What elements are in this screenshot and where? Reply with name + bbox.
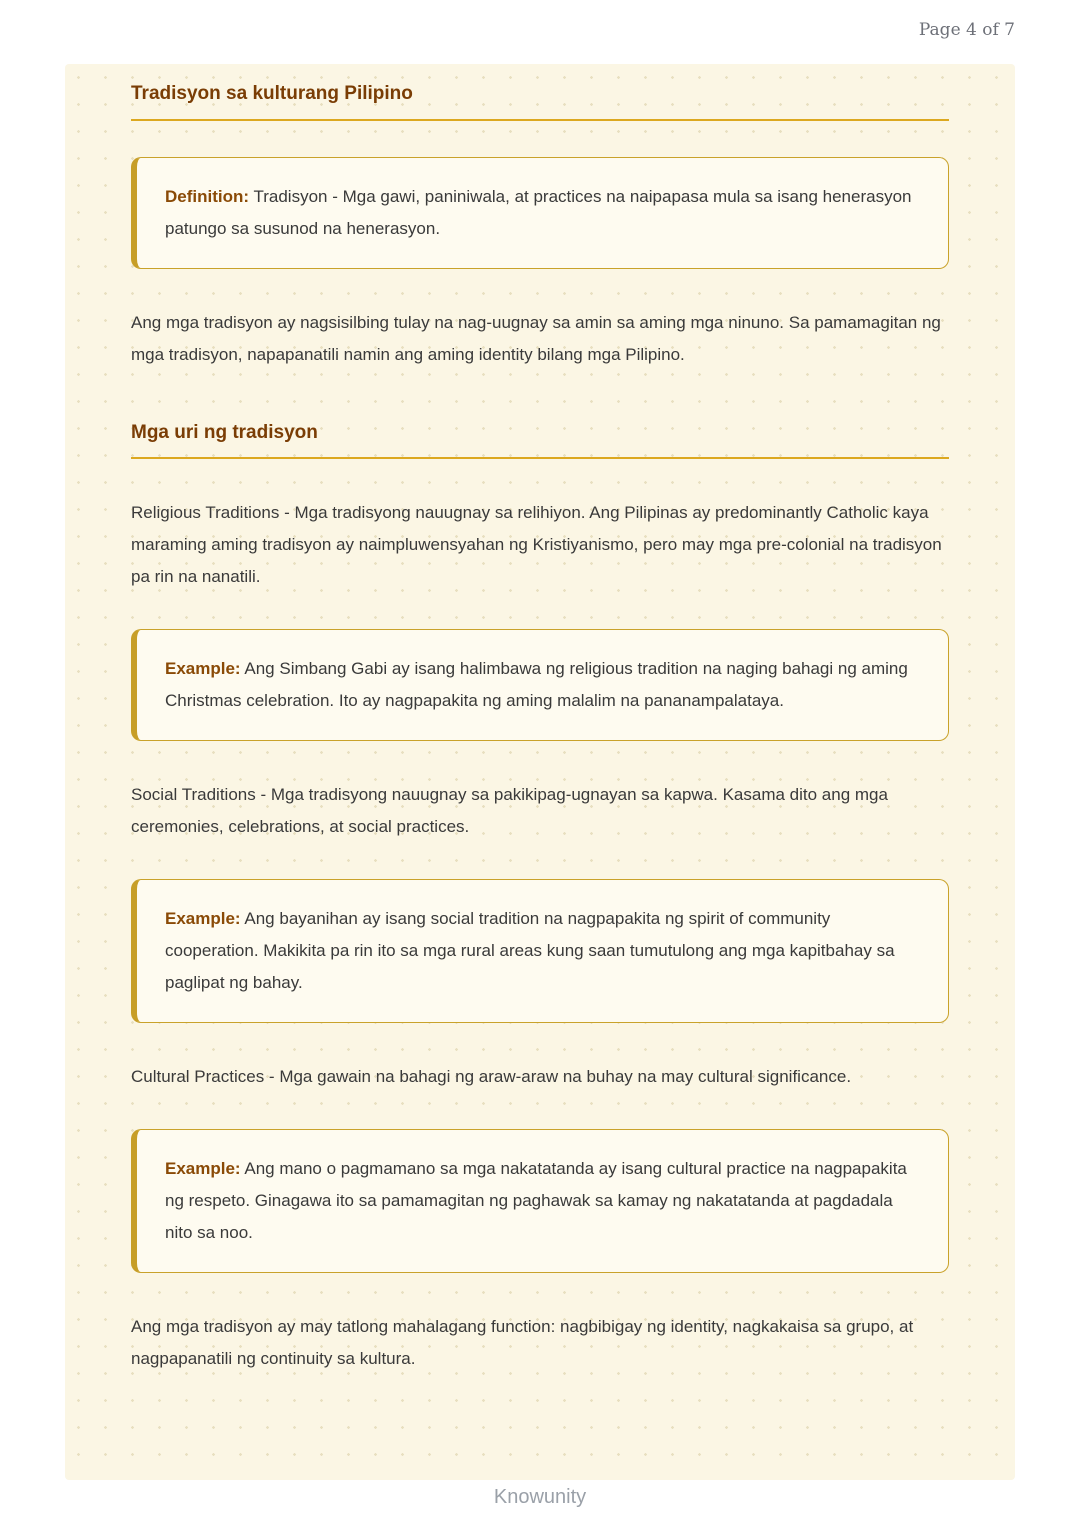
example-box-religious-text [165, 653, 920, 717]
definition-box [131, 157, 949, 269]
example-label: Example: [165, 659, 241, 679]
definition-box-text [165, 181, 920, 245]
paragraph-cultural-practices: Cultural Practices - Mga gawain na bahagi ng araw-araw na buhay na may cultural significance. [131, 1067, 852, 1087]
definition-body: Tradisyon - Mga gawi, paniniwala, at practices na naipapasa mula sa isang henerasyon patungo sa susunod na henerasyon. [165, 186, 912, 238]
example-body: Ang bayanihan ay isang social tradition na nagpapakita ng spirit of community cooperation. Makikita pa rin ito sa mga rural areas kung saan tumutulong ang mga kapitbahay sa paglipat ng bahay. [165, 909, 895, 993]
example-body: Ang mano o pagmamano sa mga nakatatanda ay isang cultural practice na nagpapakita ng respeto. Ginagawa ito sa pamamagitan ng paghawak sa kamay ng nakatatanda at pagdadala nito sa noo. [165, 1159, 907, 1243]
example-box-cultural-text [165, 1153, 920, 1249]
example-label: Example: [165, 909, 241, 929]
paragraph-social-traditions: Social Traditions - Mga tradisyong nauugnay sa pakikipag-ugnayan sa kapwa. Kasama dito ang mga ceremonies, celebrations, at social practices. [131, 785, 888, 837]
section-heading-tradisyon: Tradisyon sa kulturang Pilipino [131, 82, 949, 121]
example-box-social [131, 879, 949, 1023]
paragraph-intro: Ang mga tradisyon ay nagsisilbing tulay na nag-uugnay sa amin sa aming mga ninuno. Sa pamamagitan ng mga tradisyon, napapanatili namin ang aming identity bilang mga Pilipino. [131, 312, 941, 364]
example-box-social-text [165, 903, 920, 999]
section-heading-mga-uri: Mga uri ng tradisyon [131, 421, 949, 460]
paragraph-religious-traditions: Religious Traditions - Mga tradisyong nauugnay sa relihiyon. Ang Pilipinas ay predominantly Catholic kaya maraming aming tradisyon ay naimpluwensyahan ng Kristiyanismo, pero may mga pre-colonial na tradisyon pa rin na nanatili. [131, 503, 942, 587]
definition-label: Definition: [165, 186, 250, 206]
page-number-indicator: Page 4 of 7 [918, 20, 1015, 40]
example-box-cultural [131, 1129, 949, 1273]
example-box-religious [131, 629, 949, 741]
paragraph-functions: Ang mga tradisyon ay may tatlong mahalagang function: nagbibigay ng identity, nagkakaisa sa grupo, at nagpapanatili ng continuity sa kultura. [131, 1317, 914, 1369]
example-label: Example: [165, 1159, 241, 1179]
document-card [65, 64, 1015, 1480]
footer-brand: Knowunity [493, 1486, 587, 1508]
example-body: Ang Simbang Gabi ay isang halimbawa ng religious tradition na naging bahagi ng aming Christmas celebration. Ito ay nagpapakita ng aming malalim na pananampalataya. [165, 659, 908, 711]
